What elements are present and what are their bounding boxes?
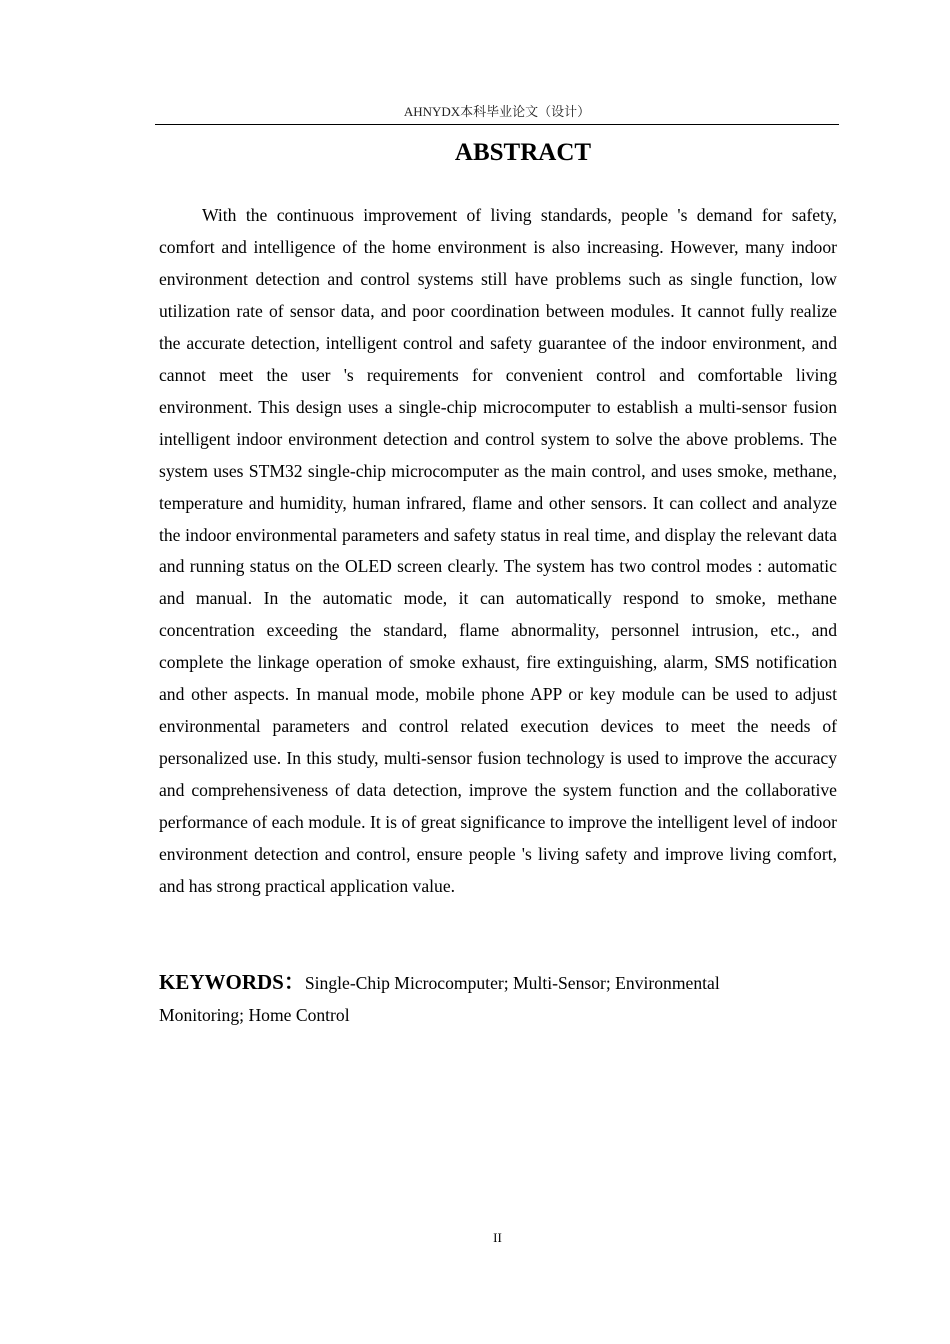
abstract-title: ABSTRACT [454,139,592,166]
page-number: II [493,1230,502,1245]
header-divider [155,124,839,125]
keywords-label: KEYWORDS： [159,970,305,994]
abstract-paragraph: With the continuous improvement of living standards, people 's demand for safety, comfort and intelligence of the home environment is also increasing. However, many indoor environment detection and control systems still have problems such as single function, low utilization rate of sensor data, and poor coordination between modules. It cannot fully realize the accurate detection, intelligent control and safety guarantee of the indoor environment, and cannot meet the user 's requirements for convenient control and comfortable living environment. This design uses a single-chip microcomputer to establish a multi-sensor fusion intelligent indoor environment detection and control system to solve the above problems. The system uses STM32 single-chip microcomputer as the main control, and uses smoke, methane, temperature and humidity, human infrared, flame and other sensors. It can collect and analyze the indoor environmental parameters and safety status in real time, and display the relevant data and running status on the OLED screen clearly. The system has two control modes : automatic and manual. In the automatic mode, it can automatically respond to smoke, methane concentration exceeding the standard, flame abnormality, personnel intrusion, etc., and complete the linkage operation of smoke exhaust, fire extinguishing, alarm, SMS notification and other aspects. In manual mode, mobile phone APP or key module can be used to adjust environmental parameters and control related execution devices to meet the needs of personalized use. In this study, multi-sensor fusion technology is used to improve the accuracy and comprehensiveness of data detection, improve the system function and the collaborative performance of each module. It is of great significance to improve the intelligent level of indoor environment detection and control, ensure people 's living safety and improve living comfort, and has strong practical application value. [159,205,837,897]
running-header: AHNYDX本科毕业论文（设计） [403,104,591,119]
keywords-text: Single-Chip Microcomputer; Multi-Sensor; Environmental Monitoring; Home Control [159,973,720,1025]
keywords-line [159,966,799,1031]
